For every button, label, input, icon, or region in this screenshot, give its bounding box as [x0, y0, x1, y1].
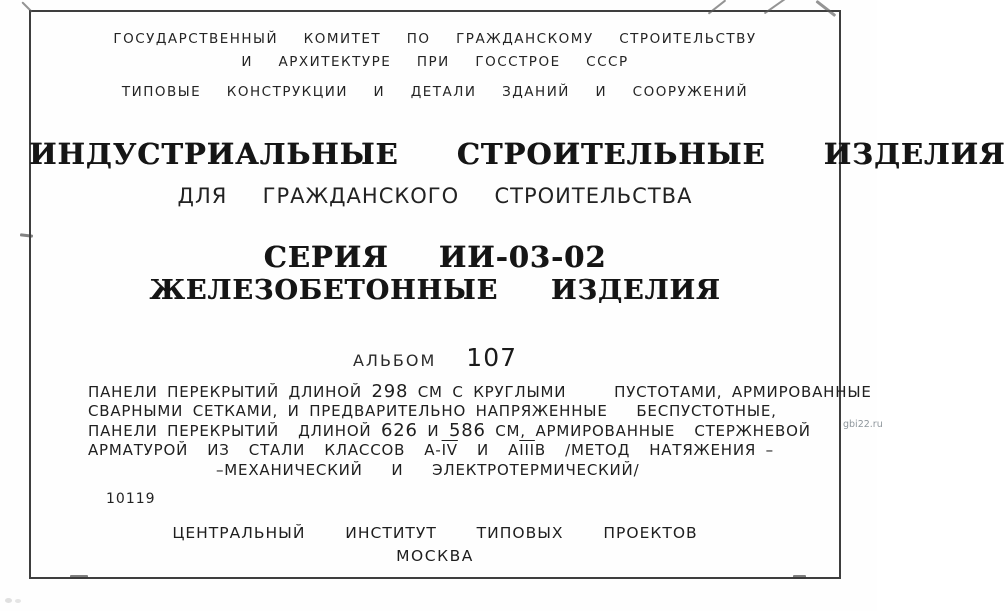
abstract-line-4 — [88, 441, 788, 460]
panel-length-solid-2: 586 — [448, 419, 486, 441]
panel-length-hollow: 298 — [371, 381, 409, 402]
committee-line-2: И АРХИТЕКТУРЕ ПРИ ГОССТРОЕ СССР — [241, 54, 629, 70]
abstract-line-4-mid: И А — [457, 441, 520, 460]
committee-line-1: ГОСУДАРСТВЕННЫЙ КОМИТЕТ ПО ГРАЖДАНСКОМУ СТРОИТЕЛЬСТВУ — [113, 31, 757, 47]
abstract-line-3-mid: И — [417, 421, 449, 440]
city-line: МОСКВА — [396, 547, 474, 565]
main-title: ИНДУСТРИАЛЬНЫЕ СТРОИТЕЛЬНЫЕ ИЗДЕЛИЯ — [29, 137, 1005, 171]
institute-line: ЦЕНТРАЛЬНЫЙ ИНСТИТУТ ТИПОВЫХ ПРОЕКТОВ — [172, 524, 698, 542]
series-subject-title: ЖЕЛЕЗОБЕТОННЫЕ ИЗДЕЛИЯ — [149, 275, 721, 306]
site-watermark: gbi22.ru — [843, 419, 883, 430]
abstract-line-5: –МЕХАНИЧЕСКИЙ И ЭЛЕКТРОТЕРМИЧЕСКИЙ/ — [216, 460, 640, 479]
abstract-line-2: СВАРНЫМИ СЕТКАМИ, И ПРЕДВАРИТЕЛЬНО НАПРЯЖЕННЫЕ БЕСПУСТОТНЫЕ, — [88, 402, 777, 421]
typical-structures-line: ТИПОВЫЕ КОНСТРУКЦИИ И ДЕТАЛИ ЗДАНИЙ И СООРУЖЕНИЙ — [121, 84, 749, 100]
album-number: 107 — [466, 343, 518, 372]
print-code: 10119 — [106, 491, 156, 507]
series-title: СЕРИЯ ИИ-03-02 — [263, 240, 607, 274]
abstract-line-4-text: АРМАТУРОЙ ИЗ СТАЛИ КЛАССОВ А- — [88, 441, 442, 460]
panel-length-solid-1: 626 — [381, 419, 418, 441]
abstract-line-1-text: ПАНЕЛИ ПЕРЕКРЫТИЙ ДЛИНОЙ — [88, 383, 372, 401]
scan-artifact-bottom-2 — [793, 575, 806, 579]
abstract-line-3-tail: СМ, АРМИРОВАННЫЕ СТЕРЖНЕВОЙ — [485, 421, 811, 440]
scan-artifact-bottom-1 — [70, 575, 88, 579]
abstract-line-3-text: ПАНЕЛИ ПЕРЕКРЫТИЙ ДЛИНОЙ — [88, 421, 382, 440]
album-row — [29, 345, 841, 370]
abstract-line-1-tail: СМ С КРУГЛЫМИ ПУСТОТАМИ, АРМИРОВАННЫЕ — [408, 383, 872, 401]
abstract-line-3 — [88, 419, 811, 441]
subtitle: ДЛЯ ГРАЖДАНСКОГО СТРОИТЕЛЬСТВА — [177, 184, 693, 208]
steel-class-2: $\overline{III}$ — [519, 441, 535, 460]
steel-class-1: $\overline{IV}$ — [441, 441, 458, 460]
album-label: АЛЬБОМ — [352, 351, 437, 370]
abstract-line-1 — [88, 381, 872, 402]
scan-artifact-bottom-left-2 — [15, 599, 21, 603]
abstract-line-4-tail: В /МЕТОД НАТЯЖЕНИЯ – — [534, 441, 774, 460]
scan-artifact-left-border-tick — [20, 233, 33, 237]
scan-artifact-bottom-left-1 — [5, 598, 12, 603]
scan-artifact-top-left — [21, 1, 32, 12]
